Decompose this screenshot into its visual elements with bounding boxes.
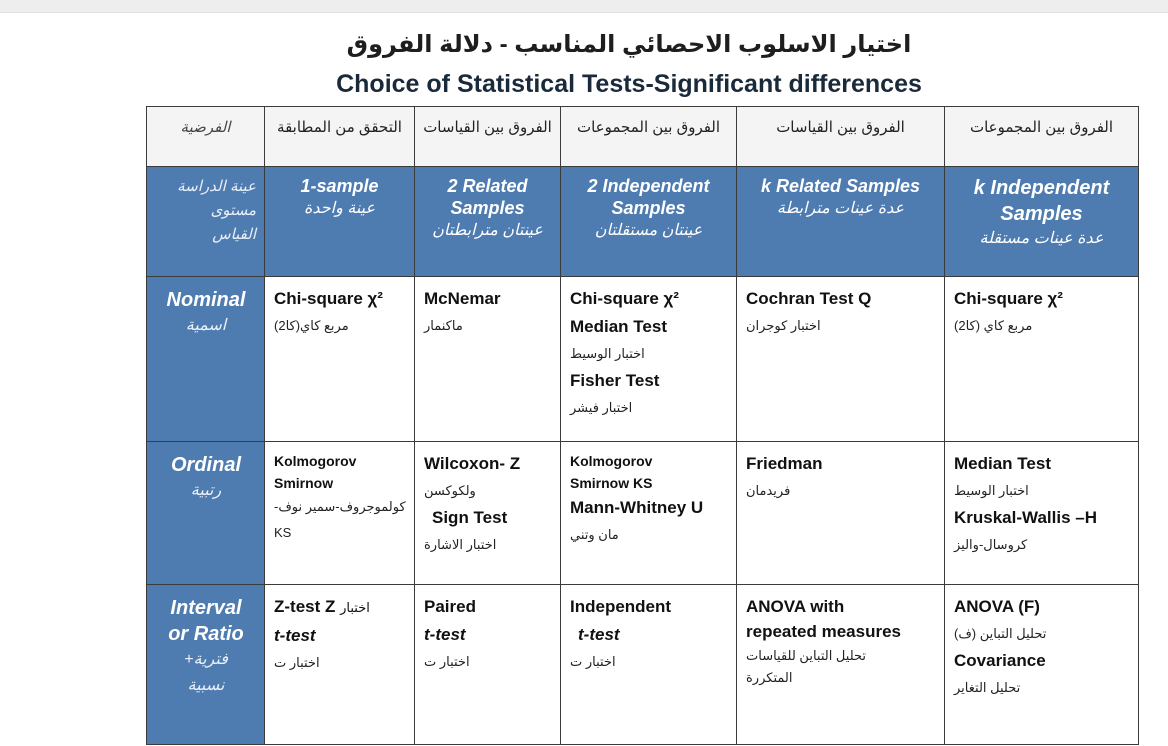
header-goodness-of-fit: التحقق من المطابقة <box>265 107 415 167</box>
type-k-related-ar: عدة عينات مترابطة <box>776 200 905 217</box>
corner-level: مستوى <box>210 202 256 219</box>
ordinal-k-independent <box>945 442 1139 585</box>
level-ordinal-ar: رتبية <box>190 482 222 499</box>
test-name: Chi-square χ² <box>570 289 679 308</box>
type-k-related <box>737 167 945 277</box>
test-name: Paired <box>424 597 476 616</box>
header-hypothesis: الفرضية <box>147 107 265 167</box>
header-diff-groups-2: الفروق بين المجموعات <box>561 107 737 167</box>
nominal-2-independent <box>561 277 737 442</box>
test-name-ar: فريدمان <box>746 483 791 498</box>
level-nominal <box>147 277 265 442</box>
ordinal-1-sample <box>265 442 415 585</box>
nominal-1-sample <box>265 277 415 442</box>
test-name-ar: اختبار الوسيط <box>570 346 645 361</box>
test-name: t-test <box>578 625 620 644</box>
type-2-independent-ar: عينتان مستقلتان <box>594 222 703 239</box>
corner-measurement: القياس <box>212 226 256 243</box>
level-ordinal-en: Ordinal <box>170 454 241 476</box>
ordinal-k-related <box>737 442 945 585</box>
test-name: McNemar <box>424 289 501 308</box>
interval-k-related <box>737 585 945 745</box>
header-diff-measurements-2: الفروق بين القياسات <box>415 107 561 167</box>
test-name: ANOVA (F) <box>954 597 1040 616</box>
type-2-related-en: 2 Related Samples <box>447 176 528 218</box>
interval-1-sample <box>265 585 415 745</box>
test-name: Kolmogorov <box>570 453 653 469</box>
header-diff-measurements-k: الفروق بين القياسات <box>737 107 945 167</box>
test-name-ar: تحليل التباين للقياسات <box>746 648 867 663</box>
test-name: Friedman <box>746 454 823 473</box>
test-name-ar: اختبار فيشر <box>570 400 633 415</box>
title-english: Choice of Statistical Tests-Significant differences <box>336 70 922 98</box>
test-name: Smirnow KS <box>570 475 653 491</box>
ordinal-2-related <box>415 442 561 585</box>
level-ordinal <box>147 442 265 585</box>
type-k-independent-en: k Independent Samples <box>973 177 1110 225</box>
type-2-independent <box>561 167 737 277</box>
test-name-ar: كروسال-واليز <box>954 537 1028 552</box>
test-name: Sign Test <box>432 508 508 527</box>
nominal-k-related <box>737 277 945 442</box>
ordinal-row <box>147 442 1139 585</box>
type-k-independent <box>945 167 1139 277</box>
test-name-ar: اختبار ت <box>570 654 616 669</box>
top-divider <box>0 0 1168 13</box>
type-1-sample-ar: عينة واحدة <box>303 200 376 217</box>
type-k-independent-ar: عدة عينات مستقلة <box>979 230 1104 247</box>
test-name-ar: اختبار الاشارة <box>424 537 497 552</box>
test-name: Wilcoxon- Z <box>424 454 521 473</box>
type-k-related-en: k Related Samples <box>760 176 921 196</box>
test-name-ar: اختبار الوسيط <box>954 483 1029 498</box>
test-name-ar: كولموجروف-سمير نوف-KS <box>274 499 406 540</box>
type-1-sample-en: 1-sample <box>300 176 379 196</box>
statistical-tests-table <box>146 106 1139 745</box>
test-name: repeated measures <box>746 622 901 641</box>
type-1-sample <box>265 167 415 277</box>
test-name-ar: ماكنمار <box>424 318 463 333</box>
test-name-ar: المتكررة <box>746 670 793 685</box>
test-name-ar: اختبار ت <box>274 655 320 670</box>
level-interval-en: Interval <box>170 597 242 619</box>
level-ratio-ar: نسبية <box>187 677 225 694</box>
interval-2-related <box>415 585 561 745</box>
level-ratio-en: or Ratio <box>168 623 244 645</box>
nominal-2-related <box>415 277 561 442</box>
test-name: t-test <box>274 626 316 645</box>
header-row <box>147 107 1139 167</box>
interval-k-independent <box>945 585 1139 745</box>
test-name: Median Test <box>954 454 1051 473</box>
test-name: Cochran Test Q <box>746 289 872 308</box>
test-name-ar: اختبار <box>340 600 370 615</box>
level-nominal-en: Nominal <box>166 289 246 311</box>
test-name: Z-test Z <box>274 597 336 616</box>
test-name: t-test <box>424 625 466 644</box>
test-name-ar: اختبار كوجران <box>746 318 821 333</box>
type-2-independent-en: 2 Independent Samples <box>587 176 710 218</box>
test-name: Chi-square χ² <box>274 289 383 308</box>
title-arabic: اختيار الاسلوب الاحصائي المناسب - دلالة الفروق <box>346 31 912 58</box>
header-diff-groups-k: الفروق بين المجموعات <box>945 107 1139 167</box>
test-name-ar: مربع كاي(كا2) <box>274 318 349 333</box>
test-name-ar: تحليل التغاير <box>954 680 1021 695</box>
nominal-k-independent <box>945 277 1139 442</box>
test-name-ar: تحليل التباين (ف) <box>954 626 1047 641</box>
test-name: Covariance <box>954 651 1046 670</box>
type-2-related <box>415 167 561 277</box>
interval-2-independent <box>561 585 737 745</box>
test-name: Median Test <box>570 317 667 336</box>
corner-sample: عينة الدراسة <box>177 178 256 195</box>
level-nominal-ar: اسمية <box>185 317 227 334</box>
test-name: Kruskal-Wallis –H <box>954 508 1097 527</box>
corner-cell <box>147 167 265 277</box>
test-name: Chi-square χ² <box>954 289 1063 308</box>
nominal-row <box>147 277 1139 442</box>
test-name: Independent <box>570 597 672 616</box>
test-name: ANOVA with <box>746 597 845 616</box>
test-name-ar: مان وتني <box>570 527 619 542</box>
test-name: Smirnow <box>274 475 334 491</box>
test-name-ar: ولكوكسن <box>424 483 476 498</box>
test-name-ar: اختبار ت <box>424 654 470 669</box>
ordinal-2-independent <box>561 442 737 585</box>
level-interval-ar: فترية+ <box>184 651 228 668</box>
test-name-ar: مربع كاي (كا2) <box>954 318 1033 333</box>
type-2-related-ar: عينتان مترابطتان <box>432 222 543 239</box>
test-name: Mann-Whitney U <box>570 498 704 517</box>
level-interval <box>147 585 265 745</box>
interval-row <box>147 585 1139 745</box>
test-name: Kolmogorov <box>274 453 357 469</box>
test-name: Fisher Test <box>570 371 660 390</box>
sample-type-row <box>147 167 1139 277</box>
